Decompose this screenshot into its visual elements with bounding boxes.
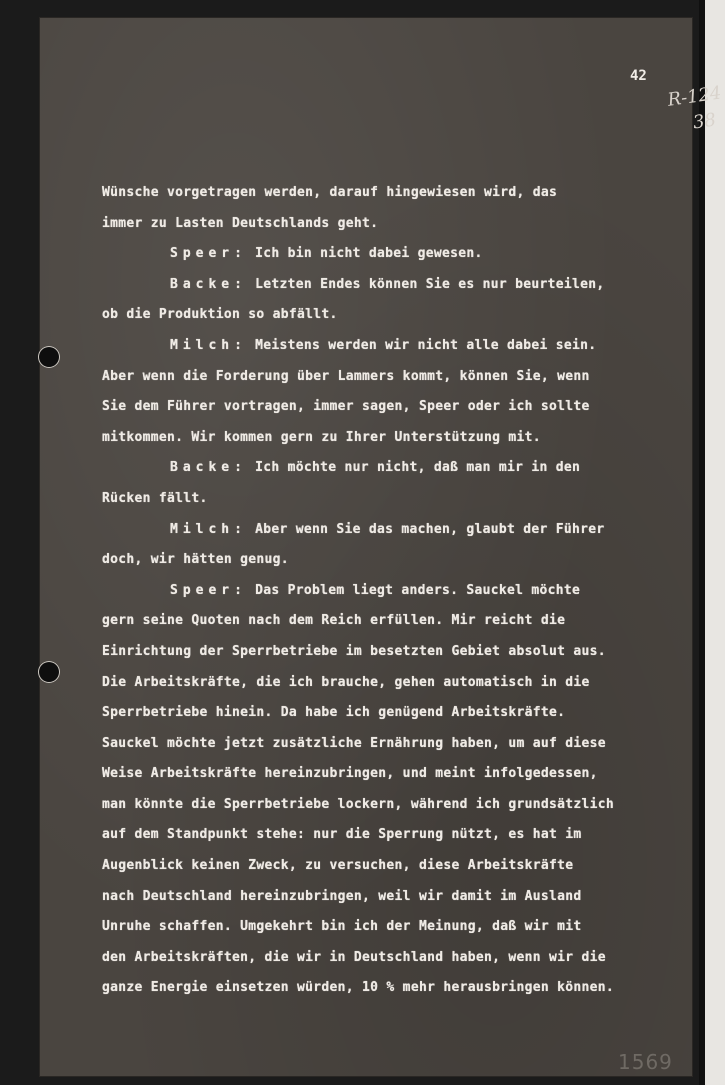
text-line: [102, 576, 687, 607]
transcript-body: [102, 178, 687, 1004]
text-line: [102, 851, 687, 882]
text-line: [102, 392, 687, 423]
line-text: Sauckel möchte jetzt zusätzliche Ernährung haben, um auf diese: [102, 735, 606, 751]
line-text: Einrichtung der Sperrbetriebe im besetzten Gebiet absolut aus.: [102, 643, 606, 659]
line-text: mitkommen. Wir kommen gern zu Ihrer Unterstützung mit.: [102, 429, 541, 445]
line-text: Aber wenn die Forderung über Lammers kommt, können Sie, wenn: [102, 368, 590, 384]
speaker-name: Backe:: [170, 460, 247, 476]
text-line: [102, 209, 687, 240]
text-line: [102, 820, 687, 851]
line-text: Rücken fällt.: [102, 490, 208, 506]
text-line: [102, 362, 687, 393]
text-line: [102, 239, 687, 270]
speaker-name: Milch:: [170, 521, 247, 537]
handwritten-reference: [666, 79, 725, 139]
text-line: [102, 270, 687, 301]
text-line: [102, 331, 687, 362]
text-line: [102, 973, 687, 1004]
text-line: [102, 606, 687, 637]
text-line: [102, 515, 687, 546]
speaker-name: Milch:: [170, 337, 247, 353]
line-text: Das Problem liegt anders. Sauckel möchte: [255, 582, 581, 598]
line-text: Sperrbetriebe hinein. Da habe ich genügend Arbeitskräfte.: [102, 705, 566, 721]
line-text: nach Deutschland hereinzubringen, weil wir damit im Ausland: [102, 888, 582, 904]
text-line: [102, 698, 687, 729]
text-line: [102, 912, 687, 943]
line-text: immer zu Lasten Deutschlands geht.: [102, 215, 379, 231]
text-line: [102, 178, 687, 209]
line-text: man könnte die Sperrbetriebe lockern, während ich grundsätzlich: [102, 796, 614, 812]
line-text: Ich bin nicht dabei gewesen.: [255, 246, 483, 262]
line-text: ob die Produktion so abfällt.: [102, 307, 338, 323]
speaker-name: Speer:: [170, 246, 247, 262]
text-line: [102, 790, 687, 821]
punch-hole-upper: [38, 346, 60, 368]
archive-stamp-number: 1569: [618, 1050, 673, 1074]
text-line: [102, 943, 687, 974]
text-line: [102, 423, 687, 454]
line-text: doch, wir hätten genug.: [102, 552, 289, 568]
speaker-name: Speer:: [170, 582, 247, 598]
line-text: Weise Arbeitskräfte hereinzubringen, und meint infolgedessen,: [102, 766, 598, 782]
text-line: [102, 300, 687, 331]
line-text: Aber wenn Sie das machen, glaubt der Führer: [255, 521, 605, 537]
text-line: [102, 882, 687, 913]
text-line: [102, 759, 687, 790]
line-text: Die Arbeitskräfte, die ich brauche, gehen automatisch in die: [102, 674, 590, 690]
page-number: 42: [630, 68, 647, 84]
punch-hole-lower: [38, 661, 60, 683]
line-text: Wünsche vorgetragen werden, darauf hingewiesen wird, das: [102, 185, 558, 200]
line-text: Sie dem Führer vortragen, immer sagen, Speer oder ich sollte: [102, 399, 590, 415]
document-page: [40, 18, 723, 1076]
text-line: [102, 668, 687, 699]
line-text: auf dem Standpunkt stehe: nur die Sperrung nützt, es hat im: [102, 827, 582, 843]
scan-background-edge: [705, 0, 725, 1085]
handwritten-reference-line: R-124: [666, 82, 723, 111]
handwritten-reference-line: 38: [691, 109, 718, 134]
text-line: [102, 484, 687, 515]
line-text: Ich möchte nur nicht, daß man mir in den: [255, 460, 581, 476]
line-text: ganze Energie einsetzen würden, 10 % mehr herausbringen können.: [102, 980, 614, 996]
text-line: [102, 545, 687, 576]
line-text: Unruhe schaffen. Umgekehrt bin ich der Meinung, daß wir mit: [102, 919, 582, 935]
line-text: gern seine Quoten nach dem Reich erfüllen. Mir reicht die: [102, 613, 566, 629]
text-line: [102, 453, 687, 484]
line-text: Meistens werden wir nicht alle dabei sein.: [255, 337, 597, 353]
line-text: Augenblick keinen Zweck, zu versuchen, diese Arbeitskräfte: [102, 858, 574, 874]
text-line: [102, 637, 687, 668]
text-line: [102, 729, 687, 760]
line-text: Letzten Endes können Sie es nur beurteilen,: [255, 276, 605, 292]
line-text: den Arbeitskräften, die wir in Deutschland haben, wenn wir die: [102, 949, 606, 965]
speaker-name: Backe:: [170, 276, 247, 292]
